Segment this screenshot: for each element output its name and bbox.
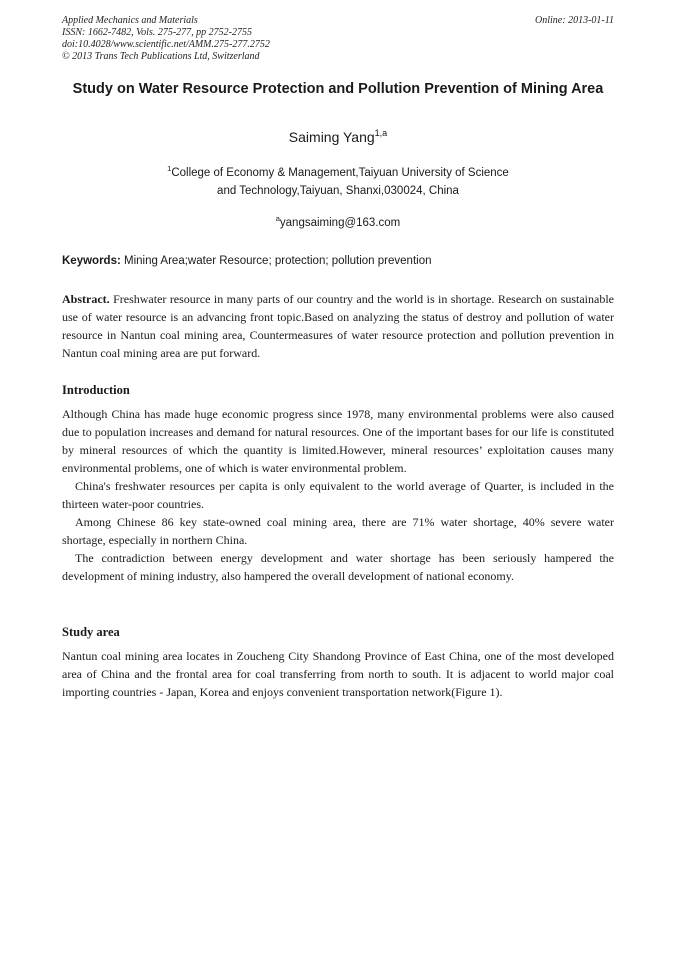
keywords-text: Mining Area;water Resource; protection; pollution prevention xyxy=(124,255,432,267)
paragraph: Among Chinese 86 key state-owned coal mining area, there are 71% water shortage, 40% severe water shortage, especially in northern China. xyxy=(62,515,614,547)
author-superscript: 1,a xyxy=(374,128,388,138)
affiliation-line-1 xyxy=(62,164,614,182)
paragraph: Although China has made huge economic progress since 1978, many environmental problems were also caused due to population increases and demand for natural resources. One of the important bases for our life is constituted by mineral resources of which the quantity is limited.However, mineral resources’ exploitation causes many environmental problems, one of which is water environmental problem. xyxy=(62,407,614,475)
journal-doi[interactable]: doi:10.4028/www.scientific.net/AMM.275-277.2752 xyxy=(62,39,270,50)
journal-copyright: © 2013 Trans Tech Publications Ltd, Switzerland xyxy=(62,51,260,62)
affiliation-text-1: College of Economy & Management,Taiyuan University of Science xyxy=(171,167,509,179)
email-marker: a xyxy=(275,214,280,223)
affiliation-text-2: and Technology,Taiyuan, Shanxi,030024, China xyxy=(217,185,459,197)
journal-name: Applied Mechanics and Materials xyxy=(62,15,198,26)
abstract-text: Freshwater resource in many parts of our country and the world is in shortage. Research on sustainable use of water resource is an advancing front topic.Based on analyzing the status of destroy and pollution of water resource in Nantun coal mining area, Countermeasures of water resource protection and pollution prevention in Nantun coal mining area are put forward. xyxy=(62,292,614,360)
paper-title: Study on Water Resource Protection and Pollution Prevention of Mining Area xyxy=(72,81,604,97)
author-email xyxy=(62,214,614,232)
affiliation-marker: 1 xyxy=(167,164,172,173)
introduction-body xyxy=(62,405,614,585)
journal-header xyxy=(62,15,614,63)
abstract-label: Abstract. xyxy=(62,292,110,306)
study-area-body xyxy=(62,647,614,701)
paragraph: Nantun coal mining area locates in Zoucheng City Shandong Province of East China, one of the most developed area of China and the frontal area for coal transferring from north to south. It is adjacent to world major coal importing countries - Japan, Korea and enjoys convenient transportation network(Figure 1). xyxy=(62,649,614,699)
abstract xyxy=(62,290,614,362)
paragraph: The contradiction between energy development and water shortage has been seriously hampered the development of mining industry, also hampered the overall development of national economy. xyxy=(62,551,614,583)
author-name: Saiming Yang xyxy=(288,129,375,145)
keywords xyxy=(62,252,614,270)
affiliation xyxy=(62,164,614,200)
study-area-heading: Study area xyxy=(62,625,120,639)
author-line xyxy=(62,128,614,146)
email-address[interactable]: yangsaiming@163.com xyxy=(279,217,401,229)
online-date: Online: 2013-01-11 xyxy=(535,15,614,26)
paragraph: China's freshwater resources per capita is only equivalent to the world average of Quarter, is included in the thirteen water-poor countries. xyxy=(62,479,614,511)
introduction-heading: Introduction xyxy=(62,383,130,397)
keywords-label: Keywords: xyxy=(62,255,121,267)
journal-issn: ISSN: 1662-7482, Vols. 275-277, pp 2752-2755 xyxy=(62,27,252,38)
